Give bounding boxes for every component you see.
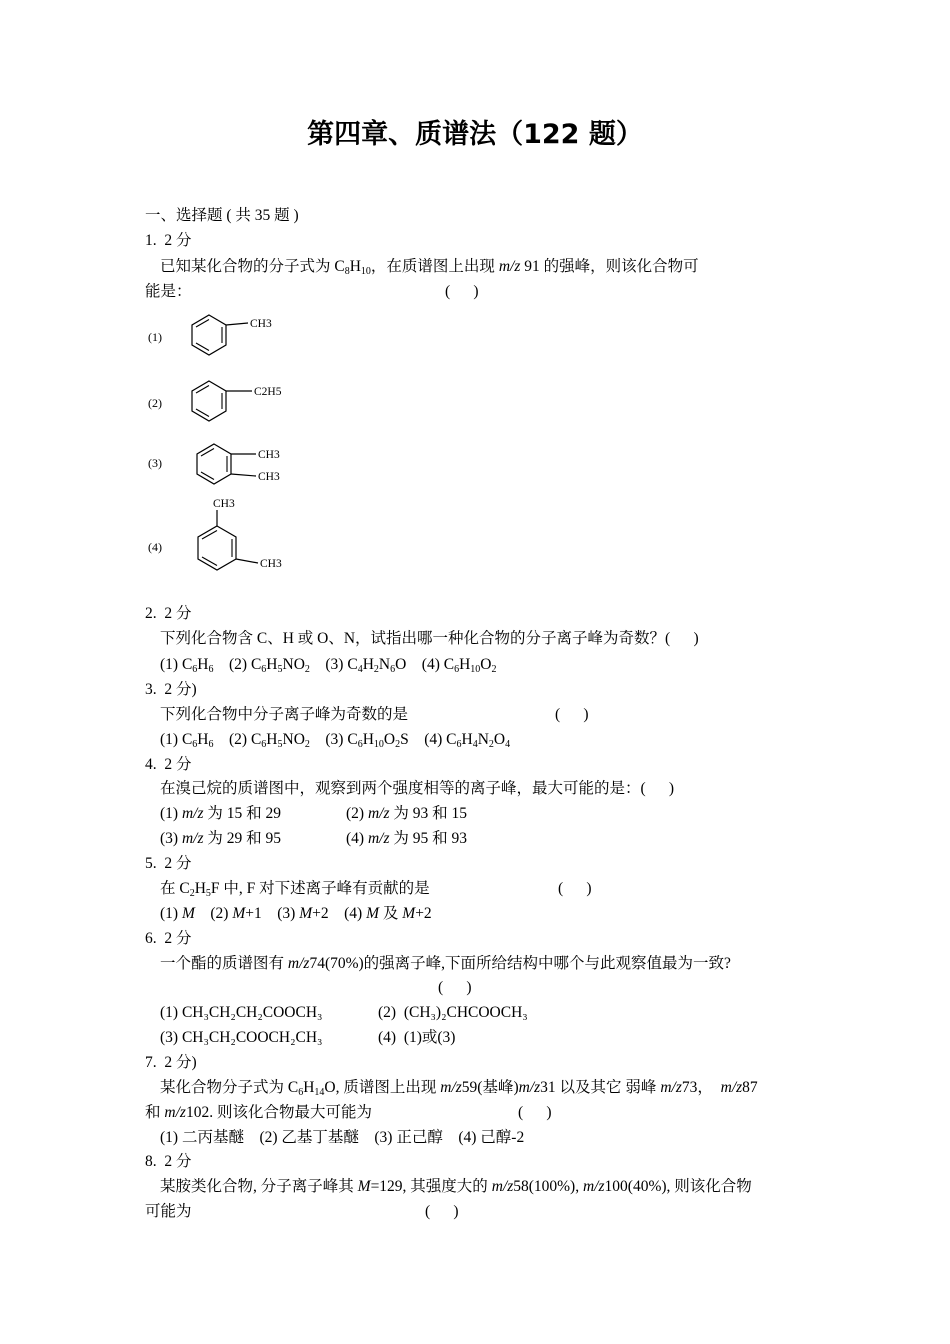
q2-head: 2. 2 分 xyxy=(145,605,192,622)
q8-stem-line2: 可能为 xyxy=(145,1203,192,1220)
q1-opt2-label: (2) xyxy=(148,396,162,410)
q6-stem: 一个酯的质谱图有 m/z74(70%)的强离子峰,下面所给结构中哪个与此观察值最为一致? xyxy=(160,955,731,972)
q1-stem-line2: 能是： xyxy=(145,283,192,300)
q1-opt3-label: (3) xyxy=(148,456,162,470)
q6-answer-paren: ( ) xyxy=(438,979,472,996)
q8-answer-paren: ( ) xyxy=(425,1203,459,1220)
m-xylene-structure xyxy=(180,494,300,584)
q4-opt2: (2) m/z 为 93 和 15 xyxy=(346,805,468,822)
q1-head: 1. 2 分 xyxy=(145,232,192,249)
q1-opt4-label: (4) xyxy=(148,540,162,554)
q4-stem: 在溴己烷的质谱图中，观察到两个强度相等的离子峰，最大可能的是：( ) xyxy=(160,780,675,797)
q8-head: 8. 2 分 xyxy=(145,1153,192,1170)
o-xylene-structure xyxy=(180,438,300,492)
q6-opt3: (3) CH₃CH₂COOCH₂CH₃ xyxy=(160,1029,323,1046)
q2-options: (1) $C_6H_6$ (2) $C_6H_5NO_2$ (3) $C_4H_2N_6O$ (4) $C_6H_{10}O_2$ xyxy=(160,656,497,675)
q2-stem: 下列化合物含 C、H 或 O、N，试指出哪一种化合物的分子离子峰为奇数？( ) xyxy=(160,630,699,647)
q6-opt1: (1) CH₃CH₂CH₂COOCH₃ xyxy=(160,1004,323,1021)
q4-opt3: (3) m/z 为 29 和 95 xyxy=(160,830,282,847)
q7-options: (1) 二丙基醚 (2) 乙基丁基醚 (3) 正己醇 (4) 己醇-2 xyxy=(160,1129,525,1146)
q7-stem-line2: 和 m/z102. 则该化合物最大可能为 xyxy=(145,1104,372,1121)
q3-stem: 下列化合物中分子离子峰为奇数的是 xyxy=(160,706,409,723)
q7-answer-paren: ( ) xyxy=(518,1104,552,1121)
q1-answer-paren: ( ) xyxy=(445,283,479,300)
q7-stem-line1: 某化合物分子式为 $C_6H_{14}O$, 质谱图上出现 m/z59(基峰)m/z31 以及其它 弱峰 m/z73， m/z87 xyxy=(160,1079,758,1098)
o-xylene-ch3-b: CH3 xyxy=(258,471,280,483)
q6-opt2: (2) (CH₃)₂CHCOOCH₃ xyxy=(378,1004,528,1021)
o-xylene-ch3-a: CH3 xyxy=(258,449,280,461)
q4-opt4: (4) m/z 为 95 和 93 xyxy=(346,830,468,847)
q4-opt1: (1) m/z 为 15 和 29 xyxy=(160,805,282,822)
ethylbenzene-structure xyxy=(180,376,300,426)
q4-head: 4. 2 分 xyxy=(145,756,192,773)
toluene-ch3: CH3 xyxy=(250,318,272,330)
q7-head: 7. 2 分) xyxy=(145,1054,197,1071)
section-header: 一、选择题 ( 共 35 题 ) xyxy=(145,207,299,224)
m-xylene-ch3-top: CH3 xyxy=(213,498,235,510)
toluene-structure xyxy=(180,310,290,360)
q1-opt1-label: (1) xyxy=(148,330,162,344)
page-title: 第四章、质谱法（122 题） xyxy=(307,119,643,150)
q5-answer-paren: ( ) xyxy=(558,880,592,897)
q3-options: (1) $C_6H_6$ (2) $C_6H_5NO_2$ (3) $C_6H_{10}O_2S$ (4) $C_6H_4N_2O_4$ xyxy=(160,731,511,750)
q5-head: 5. 2 分 xyxy=(145,855,192,872)
q5-options: (1) M (2) M+1 (3) M+2 (4) M 及 M+2 xyxy=(160,905,432,922)
q5-stem: 在 $C_2H_5F$ 中, F 对下述离子峰有贡献的是 xyxy=(160,880,430,899)
q3-head: 3. 2 分) xyxy=(145,681,197,698)
q1-stem-line1: 已知某化合物的分子式为 $C_8H_{10}$，在质谱图上出现 m/z 91 的强峰，则该化合物可 xyxy=(160,258,699,277)
q6-head: 6. 2 分 xyxy=(145,930,192,947)
ethylbenzene-c2h5: C2H5 xyxy=(254,386,282,398)
m-xylene-ch3-right: CH3 xyxy=(260,558,282,570)
q6-opt4: (4) (1)或(3) xyxy=(378,1029,456,1046)
q8-stem-line1: 某胺类化合物, 分子离子峰其 M=129, 其强度大的 m/z58(100%), m/z100(40%), 则该化合物 xyxy=(160,1178,752,1195)
q3-answer-paren: ( ) xyxy=(555,706,589,723)
